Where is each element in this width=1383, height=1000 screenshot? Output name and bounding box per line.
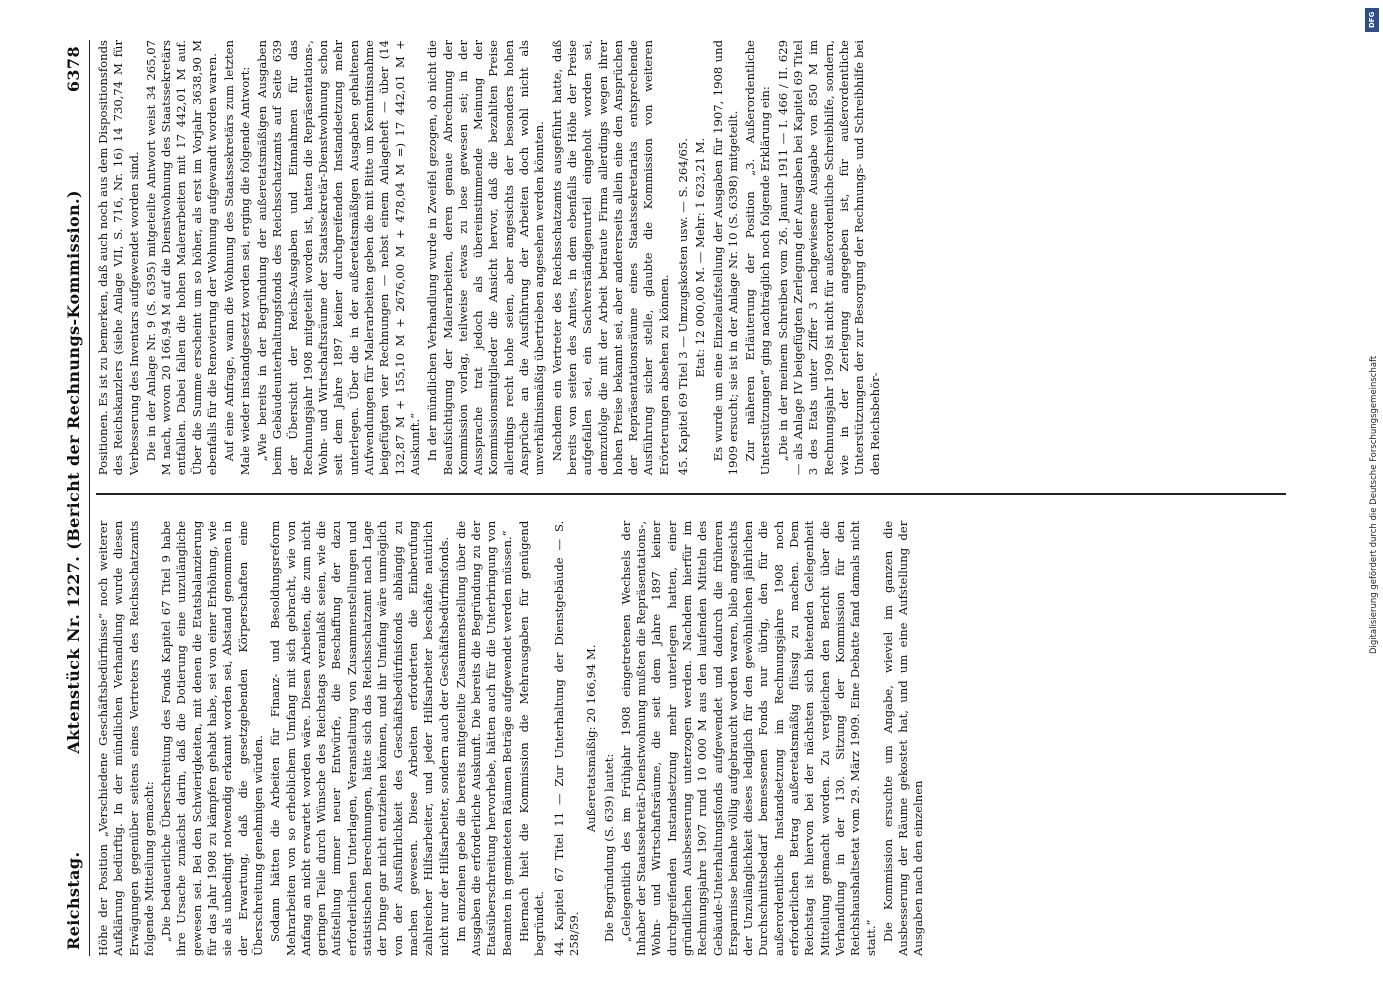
paragraph: Höhe der Position „Verschiedene Geschäftsbedürfnisse“ noch weiterer Aufklärung bedürftig. In der mündlichen Verhandlung wurde diesen Erwägungen gegenüber seitens eines Vertreters des Reichsschatzamts folgende Mitteilung gemacht: [96,520,156,956]
paragraph: Positionen. Es ist zu bemerken, daß auch noch aus dem Dispositionsfonds des Reichskanzlers (siehe Anlage VII, S. 716, Nr. 16) 14 730,74 M für Verbesserung des Inventars aufgewendet worden sind. [96,40,141,476]
column-divider [96,493,1286,495]
dfg-logo: DFG [1365,8,1379,32]
paragraph: Die Kommission ersuchte um Angabe, wieviel im ganzen die Ausbesserung der Räume gekostet hat, und um eine Aufstellung der Ausgaben nach den einzelnen [880,520,926,956]
header-center: Aktenstück Nr. 1227. (Bericht der Rechnungs-Kommission.) [64,189,83,754]
rotated-page [46,30,1336,970]
page-header [64,40,89,956]
paragraph: Die Begründung (S. 639) lautet: [601,753,616,942]
paragraph: Die in der Anlage Nr. 9 (S. 6395) mitgeteilte Antwort weist 34 265,07 M nach, wovon 20 166,94 M auf die Dienstwohnung des Staatssekretärs entfallen. Dabei fallen die hohen Malerarbeiten mit 17 442,01 M auf. Über die Summe erscheint um so höher, als erst im Vorjahr 3638,90 M ebenfalls für die Renovierung der Wohnung aufgewandt worden waren. [143,40,220,476]
left-column [96,513,1286,956]
header-left: Reichstag. [64,851,83,950]
paragraph: Es wurde um eine Einzelaufstellung der Ausgaben für 1907, 1908 und 1909 ersucht; sie ist in der Anlage Nr. 10 (S. 6398) mitgeteilt. [710,40,740,476]
paragraph: Außeretatsmäßig: 20 166,94 M. [584,644,599,833]
paragraph: „Die in der meinem Schreiben vom 26. Januar 1911 — I. 466 / II. 629 — als Anlage IV beigefügten Zerlegung der Ausgaben bei Kapitel 69 Titel 3 des Etats unter Ziffer 3 nachgewiesene Ausgabe von 850 M im Rechnungsjahr 1909 ist nicht für außerordentliche Schreibhilfe, sondern, wie in der Zerlegung angegeben ist, für außerordentliche Unterstützungen der zur Besorgung der Rechnungs- und Schreibhilfe bei den Reichsbehör- [775,40,882,476]
paragraph: In der mündlichen Verhandlung wurde in Zweifel gezogen, ob nicht die Beaufsichtigung der Malerarbeiten, deren genaue Abrechnung der Kommission vorlag, teilweise etwas zu lose gewesen sei; in der Aussprache trat jedoch als übereinstimmende Meinung der Kommissionsmitglieder die Ansicht hervor, daß die bezahlten Preise allerdings recht hohe seien, aber angesichts der besonders hohen Ansprüche an die Ausführung der Arbeiten doch wohl nicht als unverhältnismäßig übertrieben angesehen werden könnten. [425,40,547,476]
page-number: 6378 [64,46,83,93]
paragraph: „Die bedauerliche Überschreitung des Fonds Kapitel 67 Titel 9 habe ihre Ursache zunächst darin, daß die Dotierung eine unzulängliche gewesen sei. Bei den Schwierigkeiten, mit denen die Etatsbalanzierung für das Jahr 1908 zu kämpfen gehabt habe, sei von einer Erhöhung, wie sie als unbedingt notwendig erkannt worden sei, Abstand genommen in der Erwartung, daß die gesetzgebenden Körperschaften eine Überschreitung genehmigen würden. [159,520,265,956]
paragraph: Etat: 12 000,00 M. — Mehr: 1 623,21 M. [693,137,708,378]
section-item: 45. Kapitel 69 Titel 3 — Umzugskosten usw. — S. 264/65. [675,138,690,476]
text-columns [96,40,1286,956]
paragraph: Auf eine Anfrage, wann die Wohnung des Staatssekretärs zum letzten Male wieder instandgesetzt worden sei, erging die folgende Antwort: [222,40,252,476]
paragraph: Sodann hätten die Arbeiten für Finanz- und Besoldungsreform Mehrarbeiten von so erheblichem Umfang mit sich gebracht, wie von Anfang an nicht erwartet worden wäre. Diesen Arbeiten, die zum nicht geringen Teile durch Wünsche des Reichstags veranlaßt seien, wie die Aufstellung immer neuer Entwürfe, die Beschaffung der dazu erforderlichen Unterlagen, Veranstaltung von Zusammenstellungen und statistischen Berechnungen, hätte sich das Reichsschatzamt nach Lage der Dinge gar nicht entziehen können, und ihr Umfang wäre unmöglich von der Ausführlichkeit des Geschäftsbedürfnisfonds abhängig zu machen gewesen. Diese Arbeiten erforderten die Einberufung zahlreicher Hilfsarbeiter, und jeder Hilfsarbeiter beschäfte natürlich nicht nur der Hilfsarbeiter, sondern auch der Geschäftsbedürfnisfonds. [268,520,451,956]
paragraph: „Wie bereits in der Begründung der außeretatsmäßigen Ausgaben beim Gebäudeunterhaltungsfonds des Reichsschatzamts auf Seite 639 der Übersicht der Reichs-Ausgaben und Einnahmen für das Rechnungsjahr 1908 mitgeteilt worden ist, hatten die Repräsentations-, Wohn- und Wirtschaftsräume der Staatssekretär-Dienstwohnung schon seit dem Jahre 1897 keiner durchgreifenden Instandsetzung mehr unterlegen. Über die in der außeretatsmäßigen Ausgaben gehaltenen Aufwendungen für Malerarbeiten geben die mit Bitte um Kenntnisnahme beigefügten vier Rechnungen — nebst einem Anlageheft — über (14 132,87 M + 155,10 M + 2676,00 M + 478,04 M =) 17 442,01 M + Auskunft.“ [254,40,422,476]
paragraph: „Gelegentlich des im Frühjahr 1908 eingetretenen Wechsels der Inhaber der Staatssekretär-Dienstwohnung mußten die Repräsentations-, Wohn- und Wirtschaftsräume, die seit dem Jahre 1897 keiner durchgreifenden Instandsetzung mehr unterlegen hatten, einer gründlichen Ausbesserung unterzogen werden. Nachdem hierfür im Rechnungsjahre 1907 rund 10 000 M aus den laufenden Mitteln des Gebäude-Unterhaltungsfonds aufgewendet und dadurch die früheren Ersparnisse beinahe völlig aufgebraucht worden waren, blieb angesichts der Unzulänglichkeit dieses lediglich für den gewöhnlichen jährlichen Durchschnittsbedarf bemessenen Fonds nur übrig, den für die außerordentliche Instandsetzung im Rechnungsjahre 1908 noch erforderlichen Betrag außeretatsmäßig flüssig zu machen. Dem Reichstag ist hiervon bei der nächsten sich bietenden Gelegenheit Mitteilung gemacht worden. Zu vergleichen den Bericht über die Verhandlung in der 130. Sitzung der Kommission für den Reichshaushaltsetat vom 29. März 1909. Eine Debatte fand damals nicht statt.“ [618,520,878,956]
digitization-credit: Digitalisierung gefördert durch die Deutsche Forschungsgemeinschaft [1369,355,1379,655]
paragraph: Zur näheren Erläuterung der Position „3. Außerordentliche Unterstützungen“ ging nachträglich noch folgende Erklärung ein: [743,40,773,476]
paragraph: Nachdem ein Vertreter des Reichsschatzamts ausgeführt hatte, daß bereits von seiten des Amtes, in dem ebenfalls die Höhe der Preise aufgefallen sei, ein Sachverständigenurteil eingeholt worden sei, demzufolge die mit der Arbeit betraute Firma allerdings wegen ihrer hohen Preise bekannt sei, aber andererseits allein eine den Ansprüchen der Repräsentationsräume eines Staatssekretariats entsprechende Ausführung sicher stelle, glaubte die Kommission von weiteren Erörterungen absehen zu können. [549,40,671,476]
header-rule [89,40,90,956]
right-column [96,40,1286,475]
paragraph: Im einzelnen gebe die bereits mitgeteilte Zusammenstellung über die Ausgaben die erforderliche Auskunft. Die bereits die Begründung zu der Etatsüberschreitung hervorhebe, hätten auch für die Unterbringung von Beamten in gemieteten Räumen Beträge aufgewendet werden müssen.“ [453,520,514,956]
paragraph: Hiernach hielt die Kommission die Mehrausgaben für genügend begründet. [517,520,547,956]
section-item: 44. Kapitel 67 Titel 11 — Zur Unterhaltung der Dienstgebäude — S. 258/59. [551,520,581,956]
